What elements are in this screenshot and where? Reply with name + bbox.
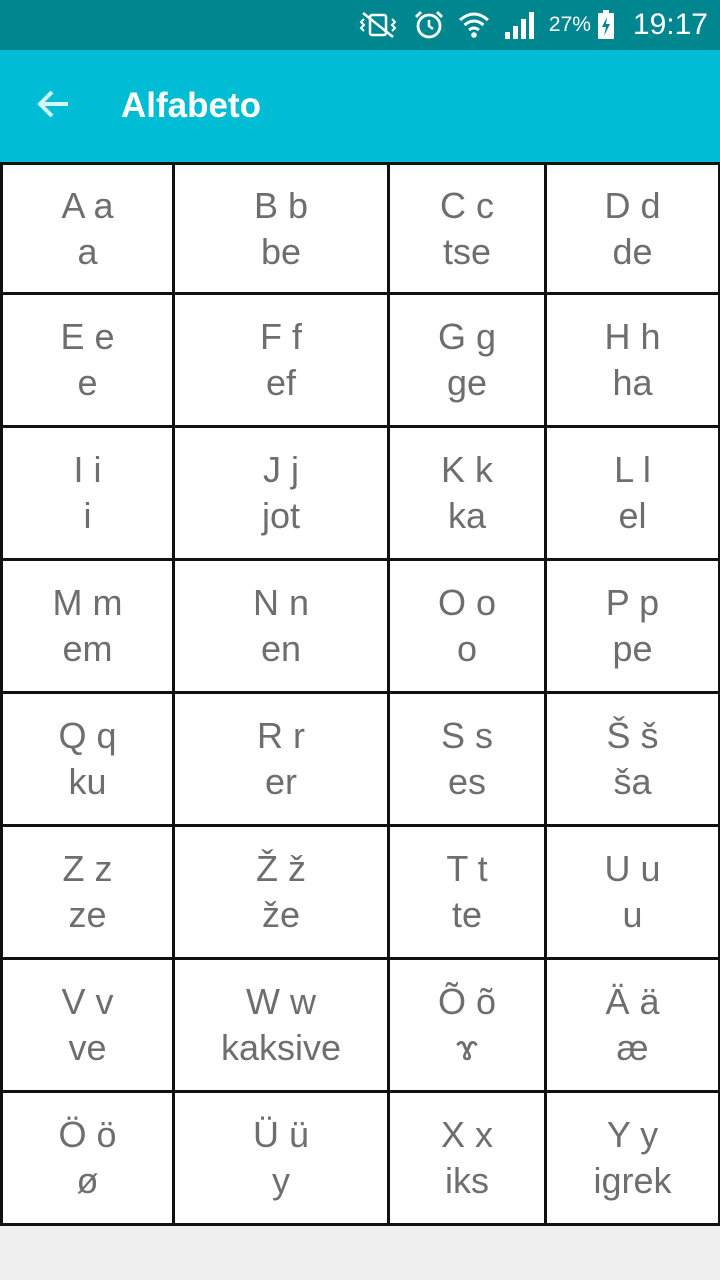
letter-glyphs: Y y	[606, 1114, 659, 1155]
letter-glyphs: L l	[614, 449, 651, 490]
letter-name: ɤ	[455, 1027, 479, 1068]
letter-name: ku	[68, 761, 107, 802]
letter-cell[interactable]	[175, 561, 390, 694]
letter-cell[interactable]	[547, 1093, 720, 1226]
arrow-left-icon	[35, 86, 71, 126]
letter-cell[interactable]	[547, 960, 720, 1093]
letter-cell[interactable]	[175, 827, 390, 960]
letter-glyphs: N n	[252, 582, 310, 623]
letter-glyphs: Ö ö	[58, 1114, 117, 1155]
letter-cell[interactable]	[175, 960, 390, 1093]
letter-name: æ	[616, 1027, 649, 1068]
letter-cell[interactable]	[547, 561, 720, 694]
letter-glyphs: X x	[440, 1114, 493, 1155]
letter-name: y	[272, 1160, 290, 1201]
letter-cell[interactable]	[0, 960, 175, 1093]
letter-name: ve	[68, 1027, 107, 1068]
letter-glyphs: U u	[604, 848, 661, 889]
letter-cell[interactable]	[547, 295, 720, 428]
status-bar	[0, 0, 720, 50]
letter-name: ef	[265, 362, 297, 403]
vibrate-mute-icon	[355, 10, 401, 40]
letter-cell[interactable]	[390, 827, 547, 960]
letter-cell[interactable]	[175, 694, 390, 827]
letter-name: er	[264, 761, 297, 802]
letter-glyphs: Ä ä	[605, 981, 660, 1022]
letter-cell[interactable]	[390, 428, 547, 561]
letter-cell[interactable]	[175, 295, 390, 428]
letter-name: te	[451, 894, 483, 935]
letter-cell[interactable]	[390, 162, 547, 295]
letter-glyphs: Õ õ	[437, 981, 497, 1022]
letter-cell[interactable]	[0, 295, 175, 428]
letter-cell[interactable]	[0, 428, 175, 561]
letter-glyphs: B b	[253, 184, 309, 226]
letter-name: ø	[76, 1160, 99, 1201]
signal-icon	[503, 10, 537, 40]
status-icons	[355, 0, 708, 50]
page-title: Alfabeto	[121, 86, 261, 125]
letter-cell[interactable]	[175, 1093, 390, 1226]
letter-cell[interactable]	[390, 1093, 547, 1226]
letter-cell[interactable]	[547, 162, 720, 295]
letter-cell[interactable]	[0, 694, 175, 827]
battery-charging-icon	[597, 10, 615, 40]
letter-name: ka	[447, 495, 487, 536]
letter-cell[interactable]	[0, 827, 175, 960]
letter-glyphs: M m	[52, 582, 123, 623]
letter-name: be	[260, 230, 302, 272]
letter-cell[interactable]	[0, 162, 175, 295]
letter-cell[interactable]	[547, 694, 720, 827]
letter-glyphs: R r	[257, 715, 305, 756]
letter-cell[interactable]	[547, 827, 720, 960]
letter-name: e	[77, 362, 98, 403]
letter-name: ge	[446, 362, 488, 403]
letter-name: a	[77, 230, 98, 272]
letter-name: jot	[261, 495, 301, 536]
battery-percent: 27%	[548, 13, 591, 36]
letter-glyphs: G g	[437, 316, 497, 357]
letter-glyphs: P p	[605, 582, 660, 623]
letter-name: ha	[612, 362, 653, 403]
letter-glyphs: D d	[604, 184, 661, 226]
letter-glyphs: O o	[437, 582, 497, 623]
letter-glyphs: C c	[440, 184, 494, 226]
letter-glyphs: E e	[60, 316, 115, 357]
letter-glyphs: A a	[61, 184, 114, 226]
letter-name: es	[447, 761, 487, 802]
letter-name: igrek	[593, 1160, 672, 1201]
back-button[interactable]	[24, 77, 82, 135]
letter-glyphs: F f	[260, 316, 302, 357]
letter-name: tse	[442, 230, 492, 272]
letter-name: pe	[612, 628, 653, 669]
letter-glyphs: H h	[604, 316, 661, 357]
letter-name: en	[260, 628, 302, 669]
letter-glyphs: K k	[440, 449, 493, 490]
letter-cell[interactable]	[0, 1093, 175, 1226]
letter-cell[interactable]	[175, 162, 390, 295]
letter-cell[interactable]	[547, 428, 720, 561]
letter-name: u	[622, 894, 643, 935]
letter-glyphs: S s	[440, 715, 493, 756]
letter-name: em	[62, 628, 113, 669]
letter-glyphs: Ž ž	[256, 848, 306, 889]
letter-cell[interactable]	[0, 561, 175, 694]
alphabet-grid	[0, 162, 720, 1226]
letter-glyphs: Š š	[606, 715, 659, 756]
letter-glyphs: Ü ü	[252, 1114, 310, 1155]
letter-name: i	[83, 495, 92, 536]
letter-name: ze	[68, 894, 107, 935]
letter-name: že	[261, 894, 301, 935]
letter-cell[interactable]	[390, 295, 547, 428]
letter-glyphs: W w	[246, 981, 316, 1022]
letter-glyphs: Z z	[62, 848, 113, 889]
letter-glyphs: T t	[446, 848, 488, 889]
letter-name: kaksive	[220, 1027, 342, 1068]
app-bar	[0, 50, 720, 162]
letter-cell[interactable]	[390, 960, 547, 1093]
letter-glyphs: Q q	[58, 715, 117, 756]
clock: 19:17	[632, 8, 708, 41]
letter-cell[interactable]	[390, 694, 547, 827]
wifi-icon	[457, 9, 491, 41]
letter-name: el	[618, 495, 647, 536]
letter-name: iks	[445, 1160, 489, 1201]
letter-cell[interactable]	[175, 428, 390, 561]
letter-glyphs: I i	[73, 449, 102, 490]
letter-glyphs: V v	[61, 981, 114, 1022]
letter-glyphs: J j	[263, 449, 299, 490]
letter-name: de	[612, 230, 653, 272]
letter-name: o	[456, 628, 478, 669]
letter-name: ša	[613, 761, 652, 802]
letter-cell[interactable]	[390, 561, 547, 694]
alarm-icon	[413, 9, 445, 41]
